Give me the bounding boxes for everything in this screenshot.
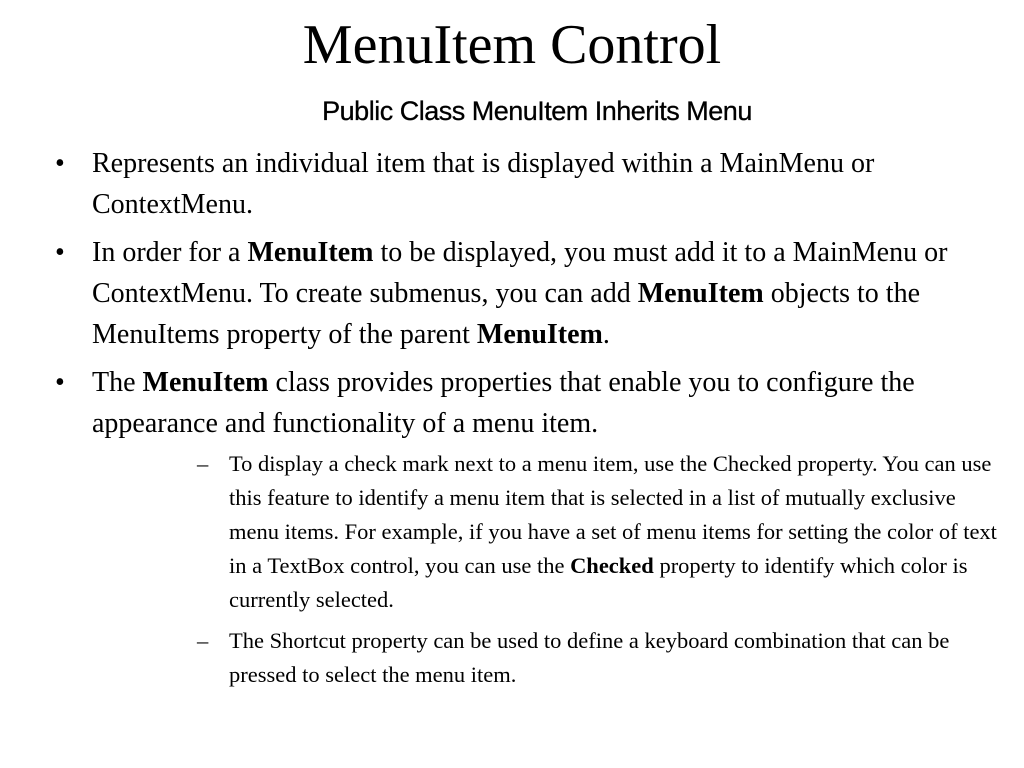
- bullet-list: [0, 143, 1024, 699]
- text-run: .: [602, 319, 610, 350]
- bold-term: Checked: [570, 553, 654, 578]
- bullet-text: Represents an individual item that is displayed within a MainMenu or ContextMenu.: [92, 148, 875, 220]
- bullet-glyph: •: [55, 237, 65, 268]
- text-run: In order for a: [92, 237, 248, 268]
- bold-term: MenuItem: [637, 278, 764, 309]
- bold-term: MenuItem: [247, 237, 374, 268]
- bullet-glyph: •: [55, 367, 65, 398]
- dash-glyph: –: [197, 451, 209, 476]
- bold-term: MenuItem: [142, 367, 269, 398]
- sub-bullet-text: The Shortcut property can be used to define a keyboard combination that can be pressed to select the menu item.: [229, 628, 950, 687]
- bullet-item-represents: [0, 143, 1024, 225]
- sub-bullet-text: [229, 451, 997, 612]
- text-run: class provides properties that enable you to configure the appearance and functionality of a menu item.: [92, 367, 915, 439]
- text-run: to be displayed, you must add it to a MainMenu or ContextMenu. To create submenus, you can add: [92, 237, 948, 309]
- bullet-text: [92, 237, 947, 350]
- sub-bullet-item-checked: [92, 447, 1010, 617]
- bold-term: MenuItem: [476, 319, 603, 350]
- bullet-glyph: •: [55, 148, 65, 179]
- bullet-text: [92, 367, 915, 439]
- dash-glyph: –: [197, 628, 209, 653]
- text-run: objects to the MenuItems property of the parent: [92, 278, 921, 350]
- bullet-item-class-properties: [0, 362, 1024, 692]
- slide-subtitle: Public Class MenuItem Inherits Menu: [322, 96, 752, 126]
- sub-bullet-list: [92, 447, 1010, 692]
- text-run: To display a check mark next to a menu item, use the Checked property. You can use this feature to identify a menu item that is selected in a list of mutually exclusive menu items. For example, if you have a set of menu items for setting the color of text in a TextBox control, you can use the: [229, 451, 997, 578]
- bullet-item-display-requirement: [0, 232, 1024, 355]
- sub-bullet-item-shortcut: [92, 624, 1010, 692]
- text-run: property to identify which color is currently selected.: [229, 553, 968, 612]
- text-run: The: [92, 367, 143, 398]
- slide-title: MenuItem Control: [302, 14, 722, 76]
